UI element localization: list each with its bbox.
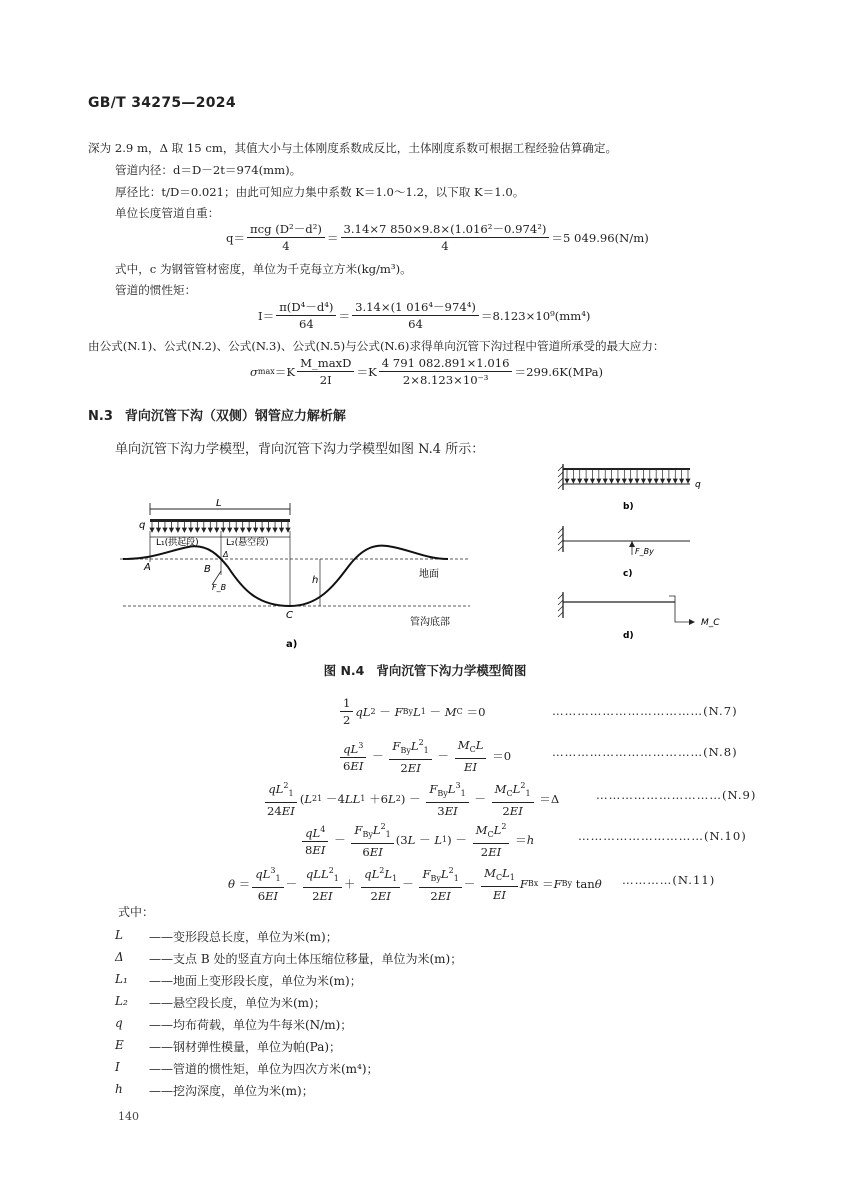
label-trench-bottom: 管沟底部 — [410, 617, 450, 628]
label-b: b) — [623, 502, 634, 512]
formula-sigma — [250, 356, 603, 387]
figure-c-diagram — [545, 522, 715, 580]
formula-I: I＝ $\frac{\text{π(D⁴－d⁴)}}{64}$ ＝ $\frac{\text{3.14×(1 016⁴－974⁴)}}{64}$ ＝8.123×10⁹(mm⁴) — [258, 300, 591, 331]
label-q: q — [139, 520, 146, 531]
definition-text: ——悬空段长度，单位为米(m)； — [149, 996, 326, 1010]
formula-sigma-f1-den: 2I — [319, 373, 332, 387]
formula-I-result: ＝8.123×10⁹(mm⁴) — [480, 308, 591, 323]
definition-symbol: q — [115, 1016, 123, 1030]
figure-caption — [0, 661, 850, 679]
section-intro: 单向沉管下沟力学模型，背向沉管下沟力学模型如图 N.4 所示： — [115, 442, 485, 457]
equation-number-n11: …………(N.11) — [622, 873, 716, 887]
label-L1: L₁(拱起段) — [156, 538, 199, 548]
formula-I-f2-num: 3.14×(1 016⁴－974⁴) — [352, 300, 479, 316]
definitions-title: 式中： — [118, 905, 155, 919]
equation-n11: θ ＝ $\frac{qL^3_1}{6EI}$ － $\frac{qLL^2_1}{2EI}$ ＋ $\frac{qL^2L_1}{2EI}$ － $\frac{F_{By}L^2_1}{2EI}$ － $\frac{M_CL_1}{EI}$ F Bx ＝ F By tan θ — [228, 865, 602, 903]
figure-caption-title: 背向沉管下沟力学模型简图 — [376, 663, 527, 678]
formula-I-f1-num: π(D⁴－d⁴) — [276, 300, 336, 316]
label-d: d) — [623, 631, 634, 641]
definition-symbol: I — [115, 1060, 120, 1074]
label-c: c) — [623, 569, 633, 579]
standard-number: GB/T 34275—2024 — [88, 95, 236, 111]
formula-q-result: ＝5 049.96(N/m) — [551, 230, 649, 245]
label-a: a) — [286, 639, 298, 650]
body-line-2: 管道内径：d＝D－2t＝974(mm)。 — [115, 163, 302, 177]
label-q-b: q — [695, 480, 701, 490]
formula-I-f2-den: 64 — [408, 317, 423, 331]
equation-n8: $\frac{qL^3}{6EI}$ － $\frac{F_{By}L^2_1}{2EI}$ － $\frac{M_CL}{EI}$ ＝0 — [338, 736, 511, 775]
label-delta: Δ — [223, 550, 229, 559]
body-line-1: 深为 2.9 m，Δ 取 15 cm，其值大小与土体刚度系数成反比，土体刚度系数可根据工程经验估算确定。 — [88, 141, 618, 155]
definition-text: ——钢材弹性模量，单位为帕(Pa)； — [149, 1040, 342, 1054]
body-line-4: 单位长度管道自重： — [115, 206, 220, 220]
formula-sigma-symbol: σ — [250, 364, 258, 379]
label-B: B — [204, 564, 211, 575]
label-L: L — [216, 498, 222, 509]
definition-text: ——地面上变形段长度，单位为米(m)； — [149, 974, 362, 988]
formula-sigma-f2-num: 4 791 082.891×1.016 — [379, 356, 513, 372]
label-FB: F_B — [212, 583, 227, 592]
formula-q-f2-num: 3.14×7 850×9.8×(1.016²－0.974²) — [341, 222, 550, 238]
formula-I-lhs: I＝ — [258, 308, 275, 323]
section-heading — [88, 405, 346, 424]
definition-symbol: Δ — [115, 950, 124, 964]
section-title: 背向沉管下沟（双侧）钢管应力解析解 — [124, 409, 346, 424]
figure-d-diagram — [545, 588, 730, 646]
equation-n10: $\frac{qL^4}{8EI}$ － $\frac{F_{By}L^2_1}{6EI}$ (3 L － L 1 ) － $\frac{M_CL^2}{2EI}$ ＝ h — [300, 820, 534, 859]
formula-q-lhs: q＝ — [226, 230, 246, 245]
equation-number-n8: ………………………………(N.8) — [552, 745, 738, 759]
equation-n7: $\frac{1}{2}$ qL 2 － F By L 1 － M C ＝0 — [338, 696, 485, 727]
label-FBy: F_By — [635, 547, 654, 556]
figure-caption-number: 图 N.4 — [323, 663, 365, 678]
equation-n9: $\frac{qL^2_1}{24EI}$ ( L 2 1 －4 LL 1 ＋6 L 2 ) － $\frac{F_{By}L^3_1}{3EI}$ － $\frac{M_CL^2_1}{2EI}$ ＝Δ — [267, 781, 560, 818]
definition-text: ——挖沟深度，单位为米(m)； — [149, 1084, 314, 1098]
equation-number-n10: …………………………(N.10) — [578, 829, 747, 843]
page-number: 140 — [118, 1110, 139, 1123]
definition-text: ——变形段总长度，单位为米(m)； — [149, 930, 338, 944]
formula-sigma-eqk1: ＝K — [274, 364, 296, 379]
definition-symbol: L — [115, 928, 123, 942]
label-A: A — [144, 562, 151, 573]
definition-text: ——管道的惯性矩，单位为四次方米(m⁴)； — [149, 1062, 379, 1076]
figure-a-diagram — [108, 495, 480, 655]
formula-sigma-f2-den: 2×8.123×10⁻³ — [402, 373, 489, 387]
definition-symbol: L₂ — [115, 994, 128, 1008]
formula-q: q＝ $\frac{\text{πcg (D²－d²)}}{4}$ ＝ $\frac{\text{3.14×7 850×9.8×(1.016²－0.974²)}}{4}$ ＝5 049.96(N/m) — [226, 222, 649, 253]
definition-text: ——支点 B 处的竖直方向土体压缩位移量，单位为米(m)； — [149, 952, 463, 966]
formula-q-f1-num: πcg (D²－d²) — [247, 222, 325, 238]
formula-sigma-sub: max — [257, 367, 275, 376]
label-MC: M_C — [701, 618, 720, 628]
body-line-3: 厚径比：t/D＝0.021；由此可知应力集中系数 K＝1.0～1.2，以下取 K＝1.0。 — [115, 185, 525, 199]
formula-q-f1-den: 4 — [282, 239, 290, 253]
formula-sigma-f1-num: M_maxD — [297, 356, 354, 372]
body-line-6: 管道的惯性矩： — [115, 283, 197, 297]
label-h: h — [312, 575, 319, 586]
formula-sigma-result: ＝299.6K(MPa) — [514, 364, 604, 379]
section-number: N.3 — [88, 409, 113, 424]
definition-symbol: L₁ — [115, 972, 128, 986]
figure-b-diagram — [545, 462, 715, 517]
body-line-5: 式中，c 为钢管管材密度，单位为千克每立方米(kg/m³)。 — [115, 262, 412, 276]
equation-number-n9: …………………………(N.9) — [596, 788, 757, 802]
formula-I-f1-den: 64 — [298, 317, 314, 331]
label-ground: 地面 — [419, 569, 439, 580]
definition-symbol: E — [115, 1038, 124, 1052]
formula-sigma-eqk2: ＝K — [356, 364, 377, 379]
equation-number-n7: ………………………………(N.7) — [552, 704, 738, 718]
definition-symbol: h — [115, 1082, 123, 1096]
formula-q-f2-den: 4 — [441, 239, 449, 253]
definition-text: ——均布荷载，单位为牛每米(N/m)； — [149, 1018, 353, 1032]
label-L2: L₂(悬空段) — [226, 538, 269, 548]
label-C: C — [286, 610, 293, 621]
body-line-7: 由公式(N.1)、公式(N.2)、公式(N.3)、公式(N.5)与公式(N.6)求得单向沉管下沟过程中管道所承受的最大应力： — [88, 339, 665, 353]
